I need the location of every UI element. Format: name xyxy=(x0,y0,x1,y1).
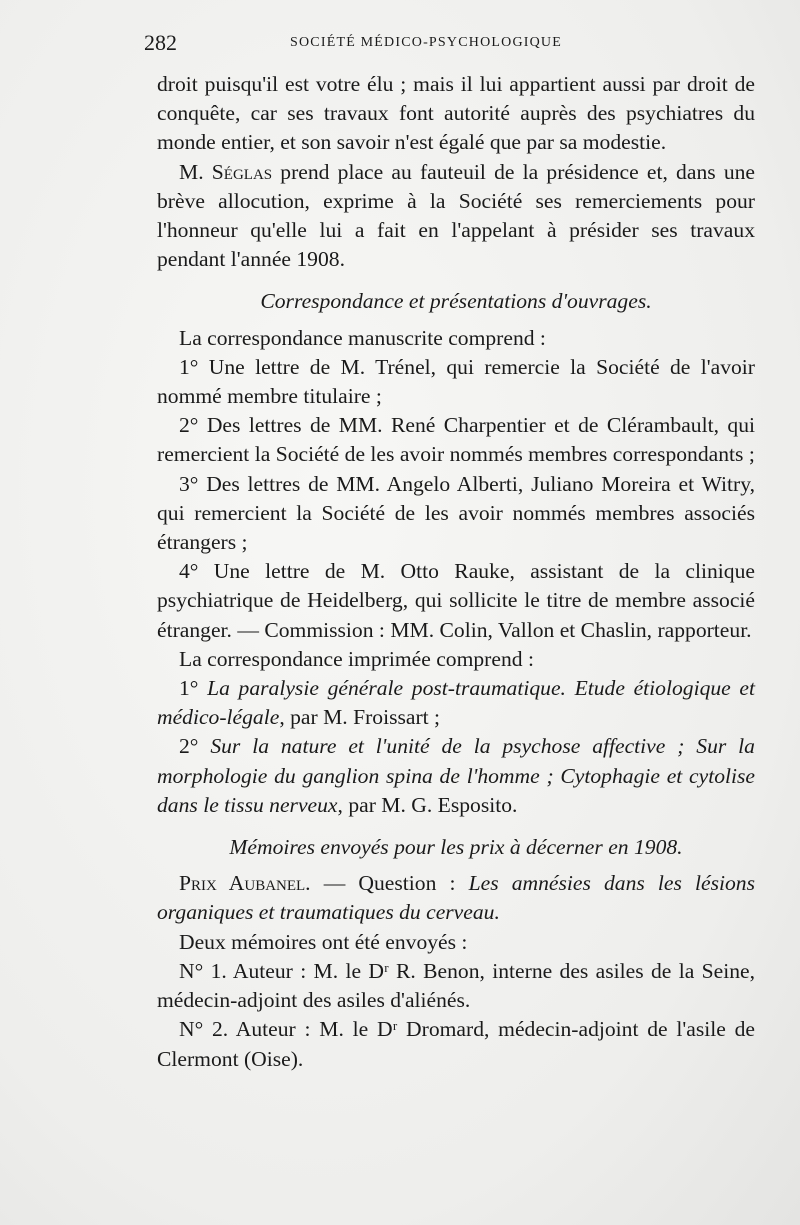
paragraph-imprimee: La correspondance imprimée comprend : xyxy=(179,646,534,671)
list-item-2: 2° Des lettres de MM. René Charpentier et de Clérambault, qui remercient la Société de les avoir nommés membres correspondants ; xyxy=(157,413,755,467)
prize-paragraph xyxy=(157,869,755,927)
page-body xyxy=(157,70,755,1074)
running-head: SOCIÉTÉ MÉDICO-PSYCHOLOGIQUE xyxy=(290,35,562,50)
paragraph-text: prend place au fauteuil de la présidence et, dans une brève allocution, exprime à la Société ses remerciements pour l'honneur qu'elle lui a fait en l'appelant à présider ses travaux pendant l'année 1908. xyxy=(157,159,755,272)
item-number: 2° xyxy=(179,734,211,759)
prize-question: Les amnésies dans les lésions organiques et traumatiques du cerveau. xyxy=(157,871,755,925)
paragraph-manuscrite: La correspondance manuscrite comprend : xyxy=(179,325,546,350)
printed-item-2 xyxy=(157,732,755,820)
item-text: , par M. G. Esposito. xyxy=(337,792,518,817)
page-number: 282 xyxy=(144,30,177,55)
work-title: Sur la nature et l'unité de la psychose affective ; Sur la morphologie du ganglion spina de l'homme ; Cytophagie et cytolise dans le tissu nerveux xyxy=(157,734,755,817)
paragraph-memoires: Deux mémoires ont été envoyés : xyxy=(179,929,468,954)
list-item-3: 3° Des lettres de MM. Angelo Alberti, Juliano Moreira et Witry, qui remercient la Société de les avoir nommés membres associés étrangers ; xyxy=(157,471,755,555)
page-header xyxy=(140,30,760,62)
memoire-1: N° 1. Auteur : M. le Dʳ R. Benon, interne des asiles de la Seine, médecin-adjoint des asiles d'aliénés. xyxy=(157,958,755,1013)
section-title-memoires: Mémoires envoyés pour les prix à décerner en 1908. xyxy=(229,835,683,860)
section-title-correspondance: Correspondance et présentations d'ouvrages. xyxy=(260,289,652,314)
item-number: 1° xyxy=(179,676,208,701)
text-prefix: M. xyxy=(179,159,212,184)
printed-item-1 xyxy=(157,674,755,732)
list-item-4: 4° Une lettre de M. Otto Rauke, assistant de la clinique psychiatrique de Heidelberg, qui sollicite le titre de membre associé étranger. — Commission : MM. Colin, Vallon et Chaslin, rapporteur. xyxy=(157,559,755,642)
memoire-2: N° 2. Auteur : M. le Dʳ Dromard, médecin-adjoint de l'asile de Clermont (Oise). xyxy=(157,1017,755,1071)
prize-name: Prix Aubanel. xyxy=(179,871,311,896)
question-label: — Question : xyxy=(310,871,469,896)
person-name: Séglas xyxy=(211,159,273,184)
paragraph-seglas xyxy=(157,158,755,275)
item-text: , par M. Froissart ; xyxy=(279,705,441,730)
paragraph-continuation: droit puisqu'il est votre élu ; mais il lui appartient aussi par droit de conquête, car ses travaux font autorité auprès des psychiatres du monde entier, et son savoir n'est égalé que par sa modestie. xyxy=(157,72,755,155)
work-title: La paralysie générale post-traumatique. Etude étiologique et médico-légale xyxy=(157,676,755,730)
list-item-1: 1° Une lettre de M. Trénel, qui remercie la Société de l'avoir nommé membre titulaire ; xyxy=(157,354,755,409)
